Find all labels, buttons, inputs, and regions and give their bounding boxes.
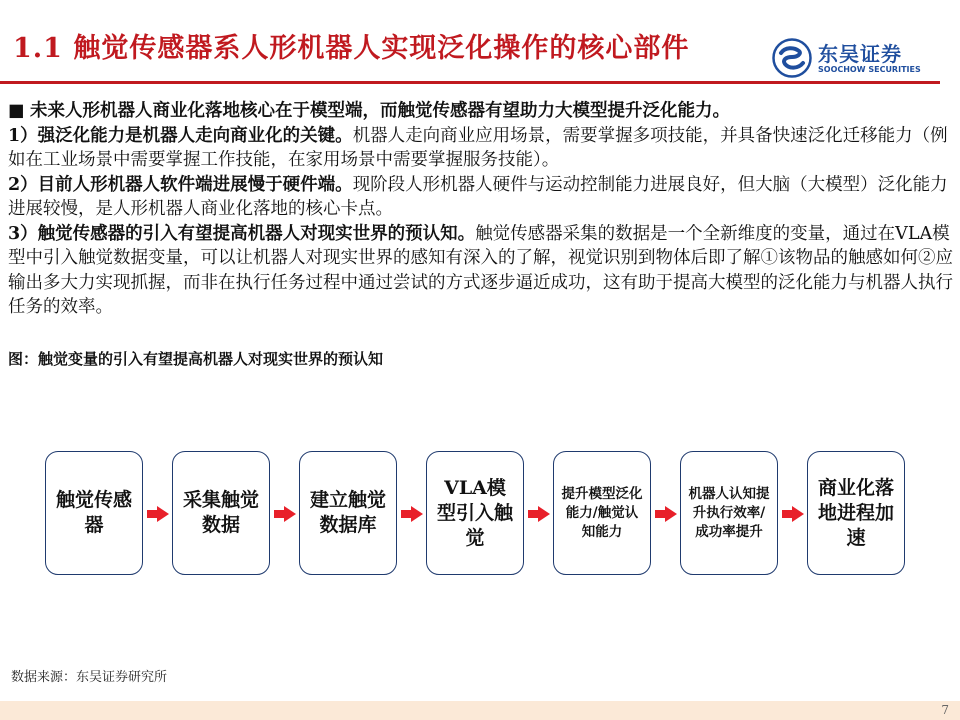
point-text: 触觉传感器采集的数据是一个全新维度的变量，通过在VLA模型中引入触觉数据变量，可以让机器人对现实世界的感知有深入的了解，视觉识别到物体后即了解①该物品的触感如何②应输出多大力实现抓握，而非在执行任务过程中通过尝试的方式逐步逼近成功，这有助于提高大模型的泛化能力与机器人执行任务的效率。 [8,223,953,317]
flow-step-label: 商业化落地进程加速 [817,476,894,549]
right-arrow-icon [528,506,550,522]
right-arrow-icon [401,506,423,522]
footer-bar [0,701,960,720]
point-text: 机器人走向商业应用场景，需要掌握多项技能，并具备快速泛化迁移能力（例如在工业场景中需要掌握工作技能，在家用场景中需要掌握服务技能）。 [8,125,948,170]
flow-step-label: 机器人认知提升执行效率/成功率提升 [688,485,770,540]
point-heading: 1）强泛化能力是机器人走向商业化的关键。 [8,125,353,146]
point-paragraph [8,173,953,222]
header-divider [0,81,940,84]
flow-step [807,451,905,575]
point-paragraph [8,222,953,320]
flow-step-label: 提升模型泛化能力/触觉认知能力 [561,485,643,540]
data-source: 数据来源：东吴证券研究所 [11,670,168,685]
page-title: 1.1 触觉传感器系人形机器人实现泛化操作的核心部件 [13,33,690,64]
flow-step [553,451,651,575]
point-heading: 2）目前人形机器人软件端进展慢于硬件端。 [8,174,353,195]
logo-chinese-name: 东吴证券 [818,42,902,66]
flow-step [680,451,778,575]
logo-english-name: SOOCHOW SECURITIES [818,65,921,74]
flow-step [45,451,143,575]
right-arrow-icon [274,506,296,522]
company-logo [772,36,922,80]
right-arrow-icon [655,506,677,522]
right-arrow-icon [147,506,169,522]
lead-text: 未来人形机器人商业化落地核心在于模型端，而触觉传感器有望助力大模型提升泛化能力。 [30,101,730,121]
lead-paragraph [8,99,953,124]
page-number: 7 [941,703,949,717]
flow-step-label: 采集触觉数据 [182,489,259,536]
square-bullet-icon: ■ [8,101,25,121]
soochow-logo-icon [772,38,812,78]
body-text [8,99,953,320]
point-text: 现阶段人形机器人硬件与运动控制能力进展良好，但大脑（大模型）泛化能力进展较慢，是人形机器人商业化落地的核心卡点。 [8,174,948,219]
point-paragraph [8,124,953,173]
flow-step-label: VLA模型引入触觉 [436,476,513,549]
flow-step [299,451,397,575]
flow-step [172,451,270,575]
figure-caption: 图：触觉变量的引入有望提高机器人对现实世界的预认知 [8,350,384,368]
flow-step-label: 建立触觉数据库 [309,489,386,536]
point-heading: 3）触觉传感器的引入有望提高机器人对现实世界的预认知。 [8,223,476,244]
flow-step [426,451,524,575]
right-arrow-icon [782,506,804,522]
flow-step-label: 触觉传感器 [55,489,132,536]
